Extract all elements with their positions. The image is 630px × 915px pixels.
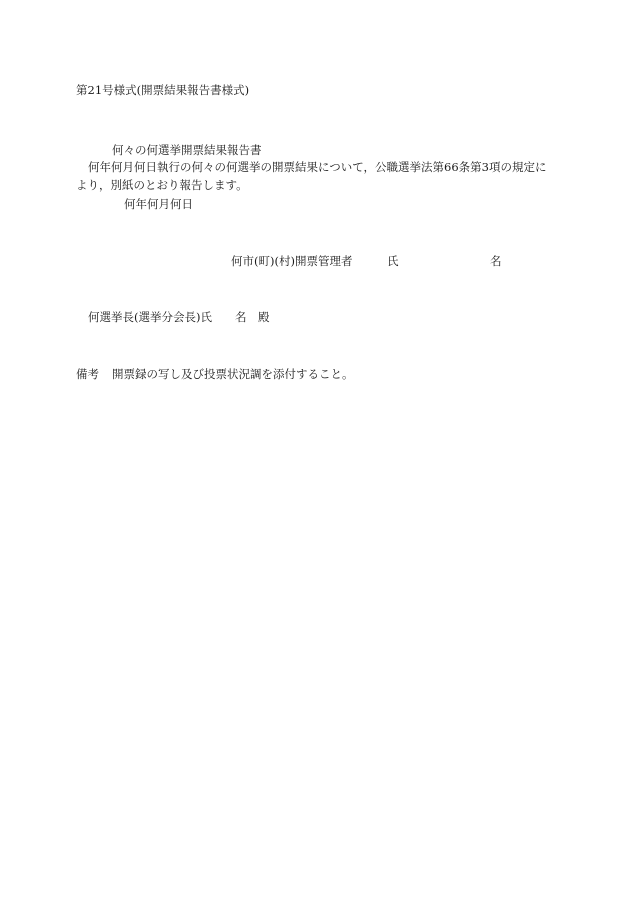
manager-name-shi: 氏: [387, 254, 399, 268]
body-text-line-2: より，別紙のとおり報告します。: [76, 178, 248, 192]
body-text-line-1: 何年何月何日執行の何々の何選挙の開票結果について，公職選挙法第66条第3項の規定に: [88, 160, 547, 174]
remarks-text: 開票録の写し及び投票状況調を添付すること。: [112, 367, 354, 381]
form-number: 第21号様式(開票結果報告書様式): [76, 83, 250, 97]
remarks-label: 備考: [76, 367, 99, 381]
report-date: 何年何月何日: [124, 197, 193, 211]
document-title: 何々の何選挙開票結果報告書: [112, 143, 262, 157]
manager-name-mei: 名: [490, 254, 502, 268]
manager-title: 何市(町)(村)開票管理者: [231, 254, 353, 268]
recipient-line: 何選挙長(選挙分会長)氏 名 殿: [88, 310, 270, 324]
